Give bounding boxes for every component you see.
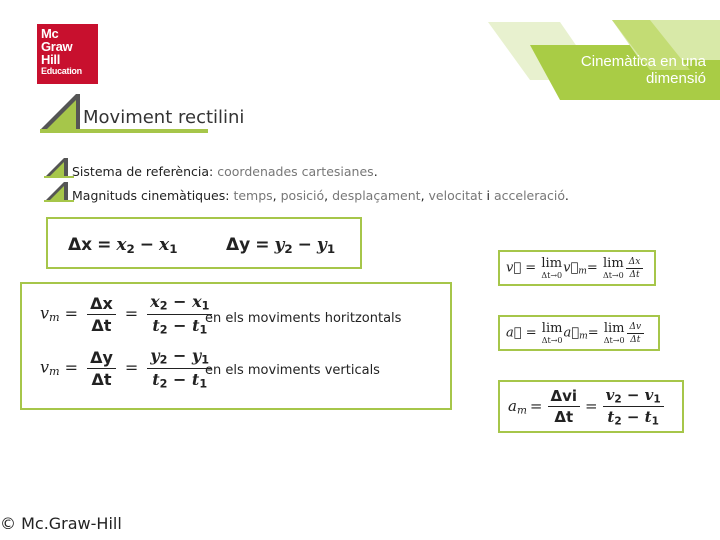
displacement-formula-box <box>46 217 362 269</box>
mean-velocity-formula-box <box>20 282 452 410</box>
bullet-separator: . <box>564 188 569 203</box>
bullet-marker-icon <box>44 158 74 178</box>
note-horizontal: en els moviments horitzontals <box>205 311 402 326</box>
instant-acceleration-formula: a⃗ = lim Δt→0 $a⃗_m=$ lim Δt→0 $\frac{\Delta v}{\Delta t}$ <box>506 321 645 345</box>
displacement-y-formula: $\Delta y = y_2 - y_1$ <box>226 235 336 256</box>
mean-acceleration-formula: $a_m$ = $\frac{\text{Δvi}}{\Delta t}$ = $\frac{v_2 - v_1}{t_2 - t_1}$ <box>508 386 666 428</box>
instant-acceleration-formula-box <box>498 315 660 351</box>
chapter-title <box>506 53 706 87</box>
bullet-prefix: Sistema de referència: <box>72 164 218 179</box>
bullet-kinematic-magnitudes <box>72 188 569 203</box>
bullet-term: acceleració <box>493 188 565 203</box>
bullet-prefix: Magnituds cinemàtiques: <box>72 188 234 203</box>
note-vertical: en els moviments verticals <box>205 363 380 378</box>
bullet-separator: , <box>420 188 429 203</box>
bullet-term: velocitat <box>428 188 483 203</box>
bullet-term: desplaçament <box>332 188 421 203</box>
chapter-title-line: dimensió <box>645 70 706 87</box>
mean-velocity-x-formula: $v_m$ = $\frac{\Delta x}{\Delta t}$ = $\frac{x_2 - x_1}{t_2 - t_1}$ <box>40 292 216 336</box>
bullet-separator: i <box>482 188 494 203</box>
section-title: Moviment rectilini <box>83 107 245 128</box>
bullet-separator: , <box>324 188 333 203</box>
instant-velocity-formula-box <box>498 250 656 286</box>
mean-velocity-y-formula: $v_m$ = $\frac{\Delta y}{\Delta t}$ = $\frac{y_2 - y_1}{t_2 - t_1}$ <box>40 346 216 390</box>
logo-line: Graw <box>41 39 73 54</box>
mcgraw-hill-logo <box>37 24 98 84</box>
displacement-x-formula: $\Delta x = x_2 - x_1$ <box>68 235 178 256</box>
logo-line: Hill <box>41 52 61 67</box>
chapter-title-line: Cinemàtica en una <box>580 53 706 70</box>
bullet-term: temps <box>233 188 273 203</box>
bullet-reference-system <box>72 164 378 179</box>
bullet-term: posició <box>280 188 325 203</box>
bullet-separator: , <box>272 188 281 203</box>
instant-velocity-formula: v⃗ = lim Δt→0 $v⃗_m=$ lim Δt→0 $\frac{\Delta x}{\Delta t}$ <box>506 256 644 280</box>
bullet-term: coordenades cartesianes <box>217 164 374 179</box>
bullet-separator: . <box>373 164 378 179</box>
bullet-marker-icon <box>44 182 74 202</box>
copyright-notice: © Mc.Graw-Hill <box>0 514 720 540</box>
logo-line: Mc <box>41 26 59 41</box>
logo-line: Education <box>41 66 82 76</box>
mean-acceleration-formula-box <box>498 380 684 433</box>
